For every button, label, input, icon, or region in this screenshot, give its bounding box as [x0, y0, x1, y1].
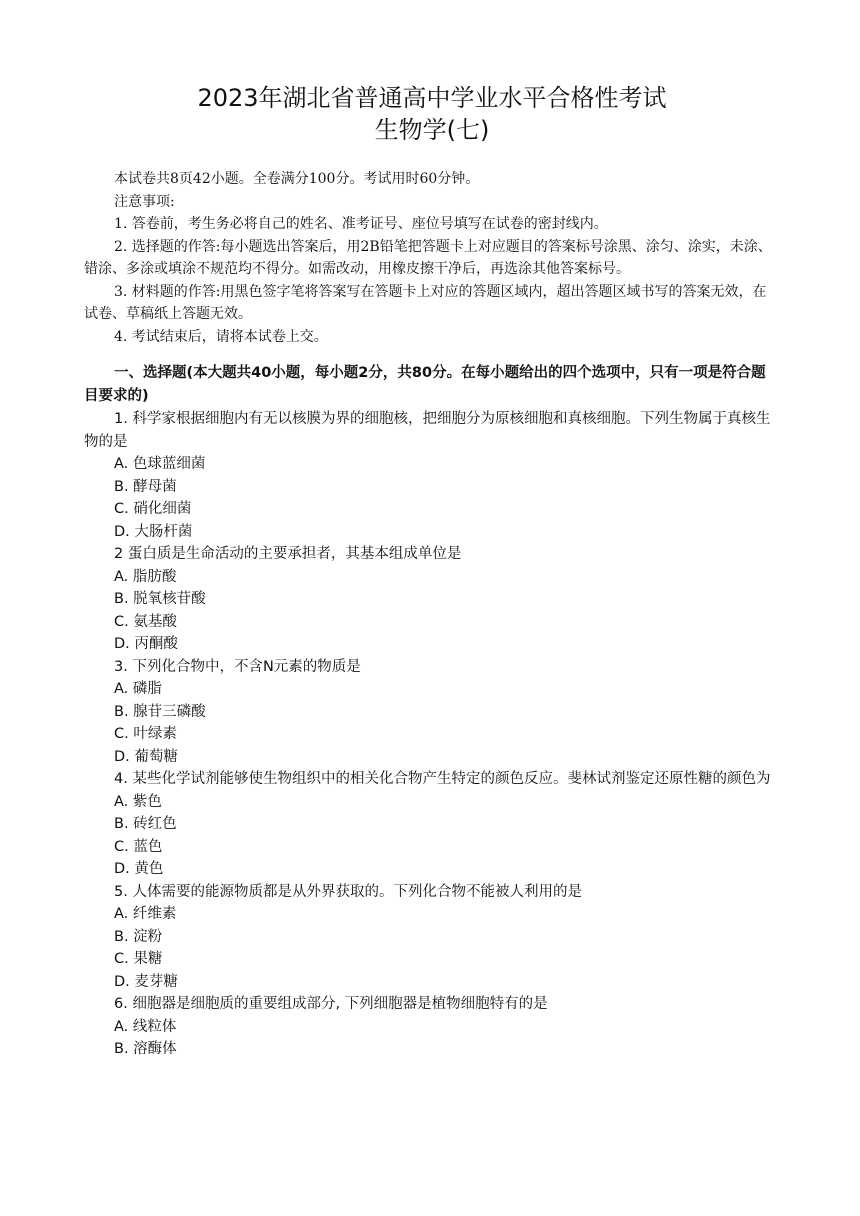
answer-option: A. 纤维素 [114, 906, 177, 922]
answer-option: B. 酵母菌 [114, 478, 177, 495]
question-4 [84, 768, 780, 881]
question-stem: 2 蛋白质是生命活动的主要承担者，其基本组成单位是 [114, 546, 462, 562]
question-6 [84, 993, 780, 1061]
exam-instructions [84, 168, 780, 348]
answer-option: A. 色球蓝细菌 [114, 456, 206, 472]
question-stem: 4. 某些化学试剂能够使生物组织中的相关化合物产生特定的颜色反应。斐林试剂鉴定还原性糖的颜色为 [114, 771, 771, 787]
answer-option: D. 大肠杆菌 [114, 523, 193, 540]
answer-option: D. 丙酮酸 [114, 636, 178, 652]
answer-option: D. 黄色 [114, 861, 164, 877]
answer-option: C. 硝化细菌 [114, 501, 192, 517]
answer-option: A. 紫色 [114, 793, 162, 810]
answer-option: C. 果糖 [114, 951, 163, 967]
answer-option: C. 氨基酸 [114, 613, 177, 630]
question-stem: 6. 细胞器是细胞质的重要组成部分, 下列细胞器是植物细胞特有的是 [114, 996, 548, 1012]
answer-option: B. 淀粉 [114, 928, 163, 945]
answer-option: D. 葡萄糖 [114, 748, 178, 765]
notice-item: 2. 选择题的作答:每小题选出答案后，用2B铅笔把答题卡上对应题目的答案标号涂黑、涂匀、涂实，未涂、错涂、多涂或填涂不规范均不得分。如需改动，用橡皮擦干净后，再选涂其他答案标号。 [84, 238, 772, 277]
answer-option: B. 脱氧核苷酸 [114, 591, 206, 607]
answer-option: D. 麦芽糖 [114, 973, 178, 990]
answer-option: A. 磷脂 [114, 681, 162, 697]
notice-item: 1. 答卷前，考生务必将自己的姓名、准考证号、座位号填写在试卷的密封线内。 [114, 216, 608, 232]
answer-option: B. 溶酶体 [114, 1041, 177, 1057]
question-stem: 1. 科学家根据细胞内有无以核膜为界的细胞核，把细胞分为原核细胞和真核细胞。下列生物属于真核生物的是 [84, 411, 771, 450]
exam-page [84, 82, 780, 1061]
exam-summary: 本试卷共8页42小题。全卷满分100分。考试用时60分钟。 [114, 171, 480, 187]
answer-option: A. 线粒体 [114, 1018, 177, 1035]
answer-option: A. 脂肪酸 [114, 568, 177, 585]
question-list [84, 408, 780, 1061]
answer-option: B. 砖红色 [114, 816, 177, 832]
exam-subtitle: 生物学(七) [374, 116, 490, 144]
answer-option: B. 腺苷三磷酸 [114, 703, 206, 720]
question-2 [84, 543, 780, 656]
question-5 [84, 881, 780, 994]
notice-item: 4. 考试结束后，请将本试卷上交。 [114, 328, 328, 345]
question-1 [84, 408, 780, 543]
question-3 [84, 656, 780, 769]
notice-label: 注意事项: [114, 193, 175, 210]
notice-item: 3. 材料题的作答:用黑色签字笔将答案写在答题卡上对应的答题区域内，超出答题区域书写的答案无效，在试卷、草稿纸上答题无效。 [84, 283, 767, 322]
answer-option: C. 蓝色 [114, 838, 163, 855]
question-stem: 5. 人体需要的能源物质都是从外界获取的。下列化合物不能被人利用的是 [114, 883, 582, 900]
exam-title: 2023年湖北省普通高中学业水平合格性考试 [197, 84, 667, 112]
question-stem: 3. 下列化合物中，不含N元素的物质是 [114, 658, 361, 675]
answer-option: C. 叶绿素 [114, 726, 177, 742]
section-heading: 一、选择题(本大题共40小题，每小题2分，共80分。在每小题给出的四个选项中，只有一项是符合题目要求的) [84, 365, 766, 404]
